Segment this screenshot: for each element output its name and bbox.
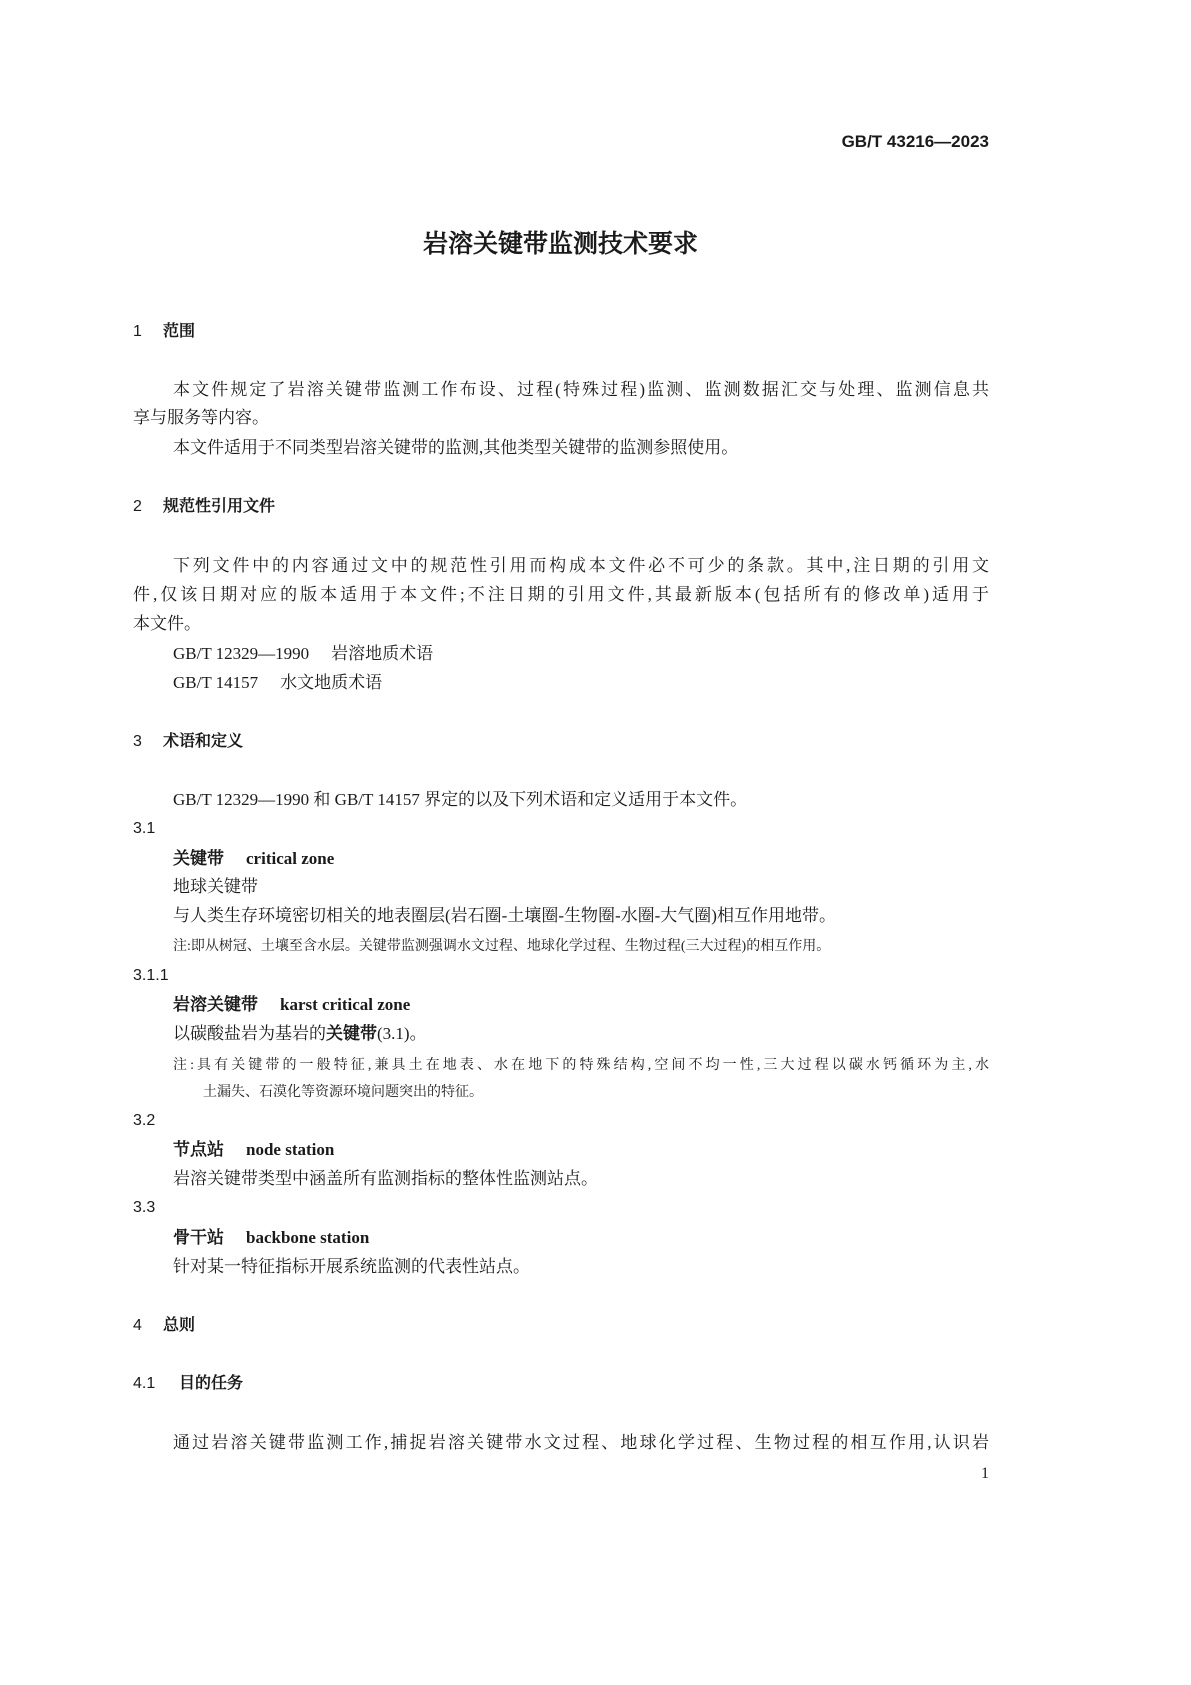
s1-para-2: 本文件适用于不同类型岩溶关键带的监测,其他类型关键带的监测参照使用。: [173, 438, 739, 457]
term-definition: 与人类生存环境密切相关的地表圈层(岩石圈-土壤圈-生物圈-水圈-大气圈)相互作用地带。: [173, 906, 836, 925]
s3-intro: GB/T 12329—1990 和 GB/T 14157 界定的以及下列术语和定义适用于本文件。: [173, 790, 748, 809]
section-4-1-heading: 4.1 目的任务: [133, 1375, 244, 1392]
section-1-heading: 1 范围: [133, 323, 196, 340]
term-cross-reference: 关键带: [326, 1024, 377, 1043]
s2-para-line-3: 本文件。: [133, 614, 201, 633]
term-definition: 以碳酸盐岩为基岩的关键带(3.1)。: [173, 1024, 427, 1043]
term-note-line-2: 土漏失、石漠化等资源环境问题突出的特征。: [203, 1085, 483, 1100]
normative-reference: GB/T 12329—1990 岩溶地质术语: [173, 644, 434, 663]
term-number: 3.1: [133, 820, 156, 837]
document-title: 岩溶关键带监测技术要求: [422, 230, 698, 258]
page-number: 1: [981, 1465, 989, 1482]
term-definition: 针对某一特征指标开展系统监测的代表性站点。: [173, 1257, 530, 1276]
term-heading: 关键带 critical zone: [173, 849, 335, 868]
s1-para-1-line-2: 享与服务等内容。: [133, 408, 269, 427]
term-heading: 骨干站 backbone station: [173, 1228, 370, 1247]
term-note: 注:即从树冠、土壤至含水层。关键带监测强调水文过程、地球化学过程、生物过程(三大过程)的相互作用。: [173, 939, 831, 954]
s2-para-line-2: 件,仅该日期对应的版本适用于本文件;不注日期的引用文件,其最新版本(包括所有的修改单)适用于: [133, 585, 989, 604]
term-note-line-1: 注:具有关键带的一般特征,兼具土在地表、水在地下的特殊结构,空间不均一性,三大过程以碳水钙循环为主,水: [173, 1058, 989, 1073]
normative-reference: GB/T 14157 水文地质术语: [173, 673, 383, 692]
term-number: 3.2: [133, 1112, 156, 1129]
term-heading: 节点站 node station: [173, 1140, 335, 1159]
s2-para-line-1: 下列文件中的内容通过文中的规范性引用而构成本文件必不可少的条款。其中,注日期的引用文: [173, 556, 989, 575]
term-synonym: 地球关键带: [173, 877, 258, 896]
term-number: 3.3: [133, 1199, 156, 1216]
s4-1-para-line-1: 通过岩溶关键带监测工作,捕捉岩溶关键带水文过程、地球化学过程、生物过程的相互作用,认识岩: [173, 1433, 989, 1452]
s1-para-1-line-1: 本文件规定了岩溶关键带监测工作布设、过程(特殊过程)监测、监测数据汇交与处理、监测信息共: [173, 380, 989, 399]
standard-number: GB/T 43216—2023: [841, 132, 989, 151]
term-definition: 岩溶关键带类型中涵盖所有监测指标的整体性监测站点。: [173, 1169, 598, 1188]
term-heading: 岩溶关键带 karst critical zone: [173, 995, 411, 1014]
term-number: 3.1.1: [133, 967, 169, 984]
section-4-heading: 4 总则: [133, 1317, 196, 1334]
section-3-heading: 3 术语和定义: [133, 733, 244, 750]
section-2-heading: 2 规范性引用文件: [133, 498, 276, 515]
